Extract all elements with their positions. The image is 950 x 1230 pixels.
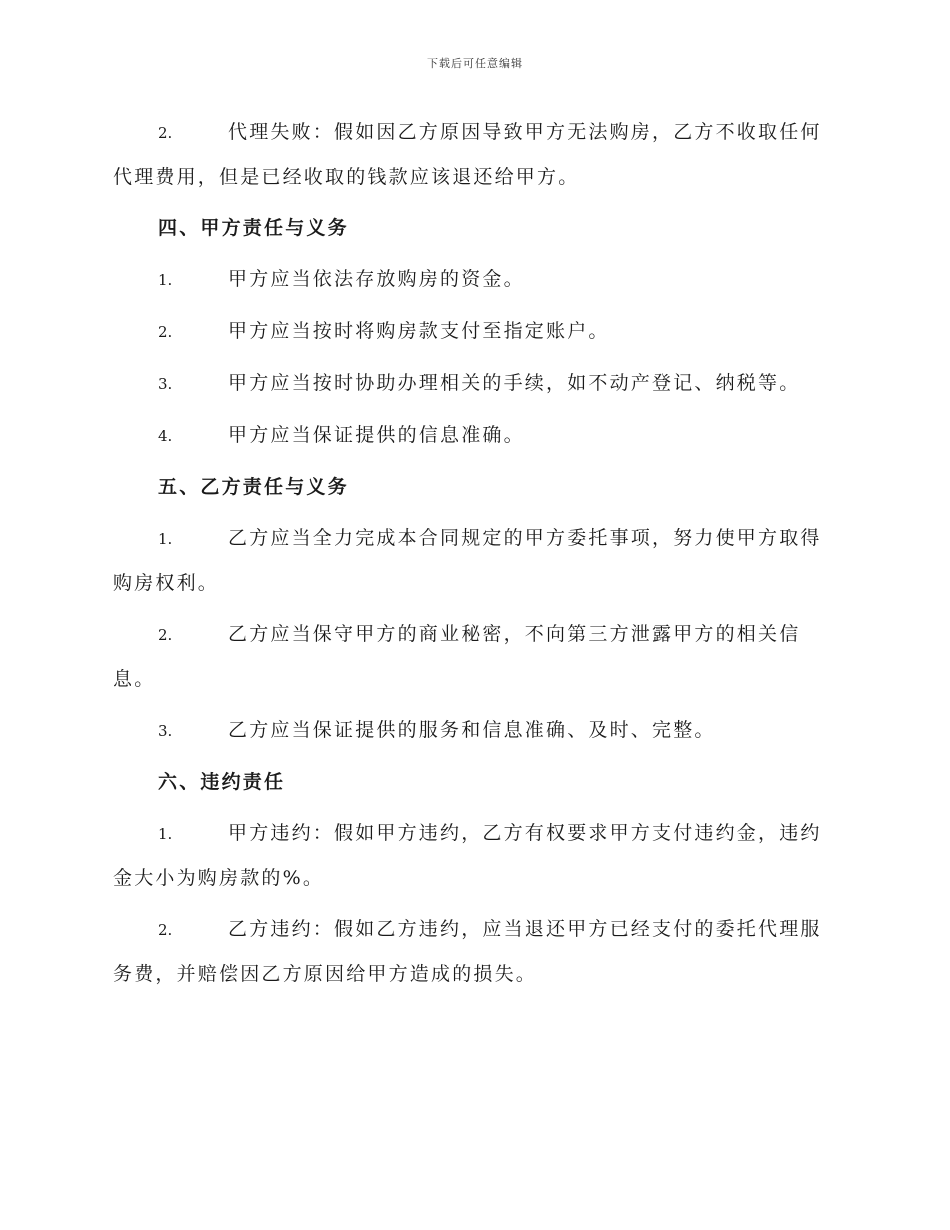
section-heading-5: 五、乙方责任与义务 xyxy=(158,476,349,498)
clause-4-1 xyxy=(113,257,838,302)
header-note: 下载后可任意编辑 xyxy=(427,57,523,70)
clause-text: 乙方应当全力完成本合同规定的甲方委托事项，努力使甲方取得购房权利。 xyxy=(113,527,822,594)
clause-4-2 xyxy=(113,309,838,354)
clause-number: 1. xyxy=(158,825,173,843)
document-body xyxy=(113,110,838,1003)
clause-6-1 xyxy=(113,811,838,900)
clause-number: 2. xyxy=(158,124,173,142)
clause-text: 乙方应当保证提供的服务和信息准确、及时、完整。 xyxy=(228,719,716,741)
clause-text: 乙方违约：假如乙方违约，应当退还甲方已经支付的委托代理服务费，并赔偿因乙方原因给甲方造成的损失。 xyxy=(113,918,822,985)
clause-text: 甲方应当按时将购房款支付至指定账户。 xyxy=(228,320,610,342)
clause-4-3 xyxy=(113,361,838,406)
clause-number: 1. xyxy=(158,530,173,548)
clause-5-1 xyxy=(113,516,838,605)
section-heading-4: 四、甲方责任与义务 xyxy=(158,217,349,239)
clause-number: 2. xyxy=(158,626,173,644)
clause-text: 甲方应当保证提供的信息准确。 xyxy=(228,424,525,446)
clause-5-3 xyxy=(113,708,838,753)
section-heading-6: 六、违约责任 xyxy=(158,771,286,793)
clause-text: 甲方应当按时协助办理相关的手续，如不动产登记、纳税等。 xyxy=(228,372,801,394)
clause-3-2 xyxy=(113,110,838,199)
clause-text: 甲方违约：假如甲方违约，乙方有权要求甲方支付违约金，违约金大小为购房款的%。 xyxy=(113,822,822,889)
clause-number: 2. xyxy=(158,921,173,939)
clause-4-4 xyxy=(113,413,838,458)
clause-text: 代理失败：假如因乙方原因导致甲方无法购房，乙方不收取任何代理费用，但是已经收取的钱款应该退还给甲方。 xyxy=(113,121,822,188)
clause-number: 1. xyxy=(158,271,173,289)
clause-number: 3. xyxy=(158,722,173,740)
clause-text: 乙方应当保守甲方的商业秘密，不向第三方泄露甲方的相关信息。 xyxy=(113,623,801,690)
clause-number: 3. xyxy=(158,375,173,393)
clause-number: 4. xyxy=(158,427,173,445)
clause-number: 2. xyxy=(158,323,173,341)
clause-text: 甲方应当依法存放购房的资金。 xyxy=(228,268,525,290)
clause-5-2 xyxy=(113,612,838,701)
clause-6-2 xyxy=(113,907,838,996)
